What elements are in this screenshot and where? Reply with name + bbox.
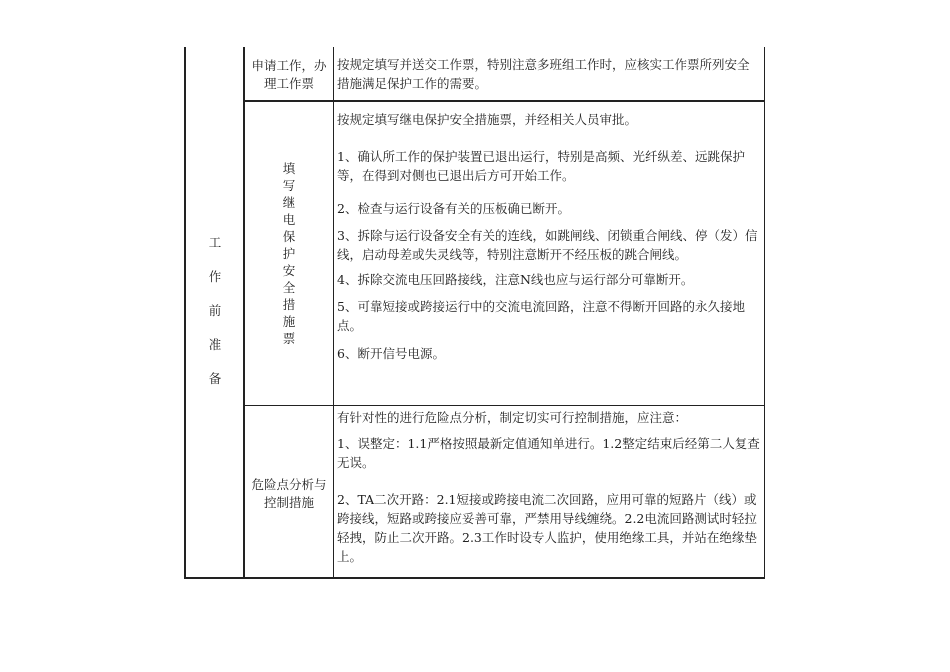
- row-2-paragraph: 3、拆除与运行设备安全有关的连线，如跳闸线、闭锁重合闸线、停（发）信线，启动母差或失灵线等，特别注意断开不经压板的跳合闸线。: [337, 228, 758, 262]
- row-3-paragraph: 1、误整定：1.1严格按照最新定值通知单进行。1.2整定结束后经第二人复查无误。: [337, 436, 760, 470]
- row-3-label: 危险点分析与控制措施: [251, 477, 327, 510]
- column-divider-1: [243, 47, 245, 579]
- row-2-label-char: 施: [282, 314, 296, 329]
- row-1-paragraph: 按规定填写并送交工作票，特别注意多班组工作时，应核实工作票所列安全措施满足保护工作的需要。: [337, 57, 750, 91]
- section-title-char: 工: [208, 235, 222, 250]
- row-1-content: [337, 55, 761, 93]
- row-2-label: [279, 163, 299, 350]
- section-title-char: 备: [208, 371, 222, 386]
- row-2-label-char: 护: [282, 246, 296, 261]
- work-preparation-table: [184, 47, 766, 579]
- row-3-paragraph: 有针对性的进行危险点分析，制定切实可行控制措施，应注意：: [337, 410, 688, 425]
- row-1-label: 申请工作，办理工作票: [251, 58, 327, 91]
- section-title-char: 作: [208, 269, 222, 284]
- table-bottom-border: [184, 577, 765, 579]
- row-2-content: [337, 110, 761, 363]
- section-title: [198, 237, 232, 407]
- row-divider-2: [243, 405, 765, 406]
- row-2-label-char: 保: [282, 229, 296, 244]
- row-2-label-char: 安: [282, 263, 296, 278]
- row-2-label-char: 写: [282, 178, 296, 193]
- row-2-paragraph: 1、确认所工作的保护装置已退出运行，特别是高频、光纤纵差、远跳保护等，在得到对侧也已退出后方可开始工作。: [337, 149, 745, 183]
- row-2-label-char: 填: [282, 161, 296, 176]
- row-2-label-char: 全: [282, 280, 296, 295]
- section-title-char: 准: [208, 337, 222, 352]
- column-divider-2: [333, 47, 334, 579]
- row-2-label-char: 票: [282, 331, 296, 346]
- row-2-paragraph: 5、可靠短接或跨接运行中的交流电流回路，注意不得断开回路的永久接地点。: [337, 299, 745, 333]
- row-2-paragraph: 6、断开信号电源。: [337, 346, 445, 361]
- row-2-paragraph: 按规定填写继电保护安全措施票，并经相关人员审批。: [337, 112, 638, 127]
- row-3-paragraph: 2、TA二次开路：2.1短接或跨接电流二次回路，应用可靠的短路片（线）或跨接线，短路或跨接应妥善可靠，严禁用导线缠绕。2.2电流回路测试时轻拉轻拽，防止二次开路。2.3工作时设专人监护，使用绝缘工具，并站在绝缘垫上。: [337, 492, 757, 564]
- section-title-char: 前: [208, 303, 222, 318]
- table-right-border: [764, 47, 765, 579]
- row-2-label-char: 电: [282, 212, 296, 227]
- row-2-label-char: 措: [282, 297, 296, 312]
- row-2-paragraph: 4、拆除交流电压回路接线，注意N线也应与运行部分可靠断开。: [337, 272, 694, 287]
- table-left-border: [184, 47, 186, 579]
- row-3-content: [337, 408, 761, 566]
- row-divider-1: [243, 100, 765, 102]
- row-2-paragraph: 2、检查与运行设备有关的压板确已断开。: [337, 201, 570, 216]
- row-2-label-char: 继: [282, 195, 296, 210]
